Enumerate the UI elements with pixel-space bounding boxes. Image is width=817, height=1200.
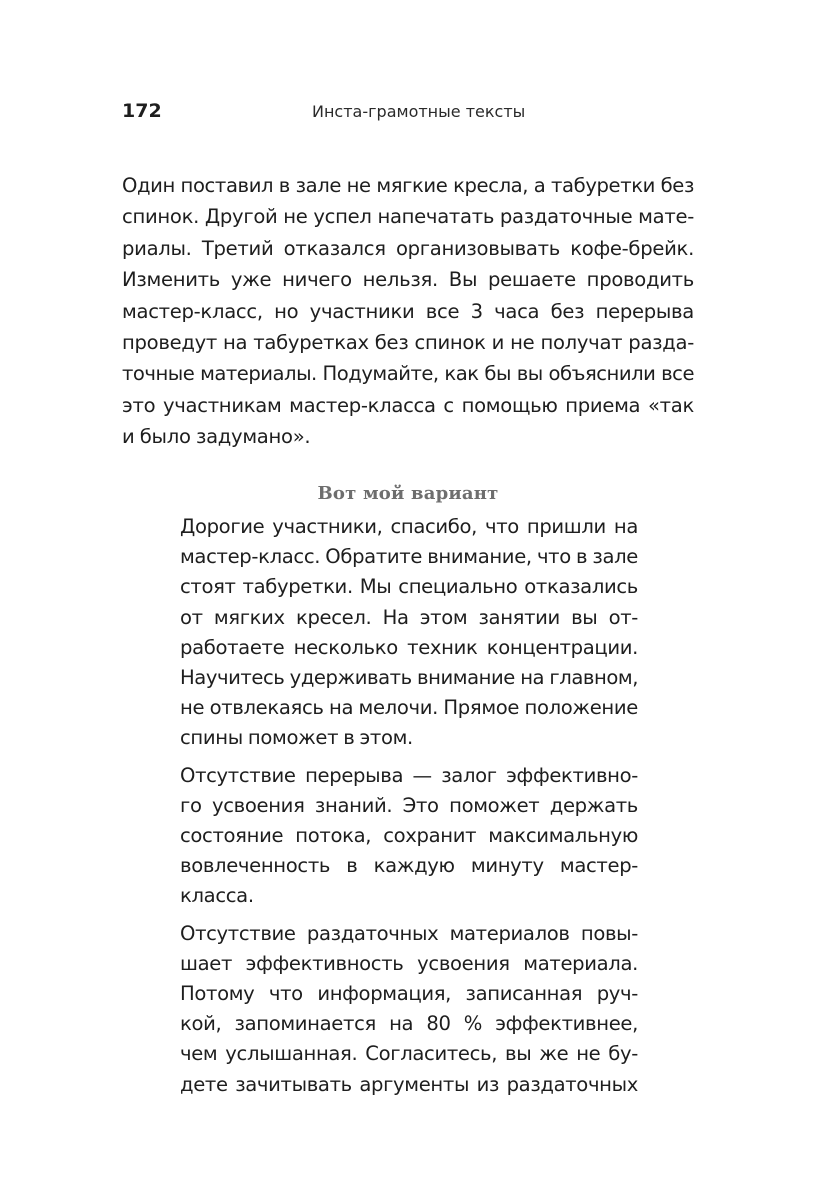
text-line: мастер-класс. Обратите внимание, что в зале [180,545,638,569]
page-number: 172 [122,100,162,122]
text-line: стоят табуретки. Мы специально отказались [180,575,638,599]
text-line: это участникам мастер-класса с помощью приема «так [122,393,694,417]
text-line: Дорогие участники, спасибо, что пришли на [180,515,638,538]
example-paragraph-1 [180,512,638,754]
text-line: работаете несколько техник концентрации. [180,635,638,659]
text-line: проведут на табуретках без спинок и не получат разда- [122,331,694,355]
text-line: и было задумано». [122,425,311,449]
text-line: Изменить уже ничего нельзя. Вы решаете проводить [122,268,694,292]
text-line: кой, запоминается на 80 % эффективнее, [180,1012,638,1036]
example-block [180,512,638,1107]
text-line: вовлеченность в каждую минуту мастер- [180,854,638,878]
book-title: Инста-грамотные тексты [312,102,526,121]
text-line: не отвлекаясь на мелочи. Прямое положение [180,696,638,720]
text-line: дете зачитывать аргументы из раздаточных [180,1072,638,1096]
text-line: от мягких кресел. На этом занятии вы от- [180,605,638,629]
example-paragraph-3 [180,919,638,1100]
text-line: Потому что информация, записанная руч- [180,982,638,1006]
running-head [122,98,694,124]
text-line: класса. [180,884,254,908]
text-line: Отсутствие перерыва — залог эффективно- [180,763,638,787]
text-line: риалы. Третий отказался организовывать кофе-брейк. [122,236,694,260]
text-line: мастер-класс, но участники все 3 часа без перерыва [122,299,694,323]
text-line: точные материалы. Подумайте, как бы вы объяснили все [122,362,694,386]
text-line: шает эффективность усвоения материала. [180,951,638,975]
text-line: состояние потока, сохранит максимальную [180,824,638,848]
text-line: го усвоения знаний. Это поможет держать [180,793,638,817]
text-line: Один поставил в зале не мягкие кресла, а табуретки без [122,174,694,197]
text-line: спинок. Другой не успел напечатать раздаточные мате- [122,205,694,229]
example-heading: Вот мой вариант [317,483,499,504]
text-line: спины поможет в этом. [180,726,413,750]
example-paragraph-2 [180,761,638,912]
text-line: Отсутствие раздаточных материалов повы- [180,921,638,945]
main-paragraph [122,170,694,453]
text-line: чем услышанная. Согласитесь, вы же не бу- [180,1042,638,1066]
text-line: Научитесь удерживать внимание на главном, [180,666,638,690]
